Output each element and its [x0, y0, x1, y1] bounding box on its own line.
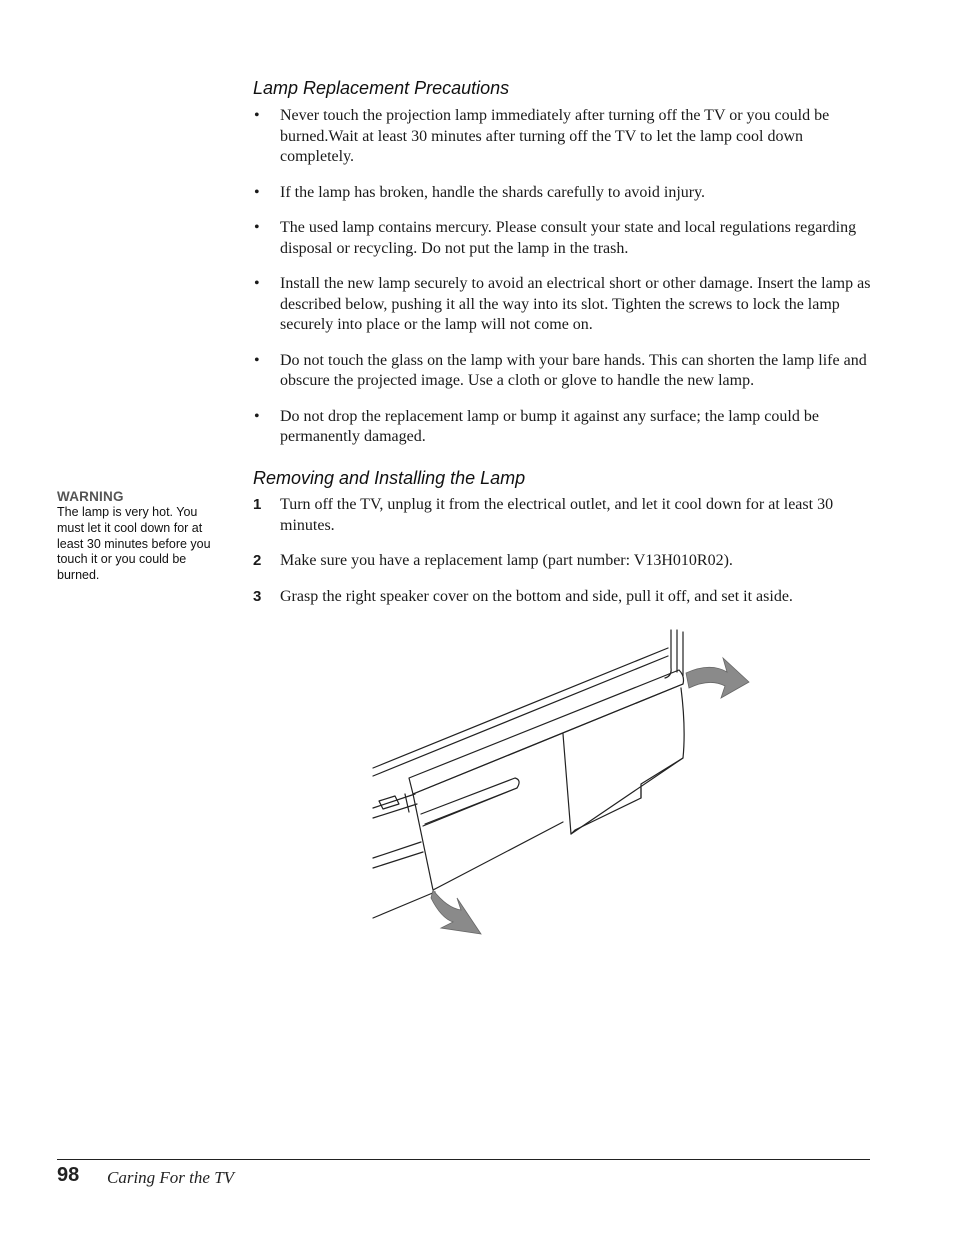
- step-number: 3: [253, 587, 262, 605]
- list-item: [253, 106, 873, 168]
- step-item: [253, 551, 873, 572]
- steps-list: [253, 495, 873, 622]
- pull-arrow-right: [686, 658, 749, 698]
- speaker-cover-side: [571, 688, 684, 834]
- step-number: 1: [253, 496, 262, 513]
- chapter-name: Caring For the TV: [107, 1168, 235, 1187]
- step-text: Grasp the right speaker cover on the bottom and side, pull it off, and set it aside.: [280, 587, 793, 605]
- list-item: [253, 407, 873, 448]
- bullet: •: [254, 219, 260, 236]
- list-item-text: If the lamp has broken, handle the shards carefully to avoid injury.: [280, 183, 706, 201]
- list-item: [253, 351, 873, 392]
- pull-arrow-bottom: [431, 890, 481, 934]
- list-item-text: Install the new lamp securely to avoid an electrical short or other damage. Insert the lamp as described below, pushing it all the way into its slot. Tighten the screws to lock the lamp securely into place or the lamp will not come on.: [280, 275, 871, 333]
- section-heading-removing-lamp: Removing and Installing the Lamp: [253, 468, 526, 488]
- list-item-text: Do not touch the glass on the lamp with your bare hands. This can shorten the lamp life and obscure the projected image. Use a cloth or glove to handle the new lamp.: [280, 351, 867, 389]
- step-text: Turn off the TV, unplug it from the electrical outlet, and let it cool down for at least 30 minutes.: [280, 496, 834, 534]
- tv-speaker-cover-drawing: [365, 628, 755, 938]
- list-item-text: The used lamp contains mercury. Please consult your state and local regulations regarding disposal or recycling. Do not put the lamp in the trash.: [280, 219, 857, 257]
- bullet: •: [254, 183, 260, 201]
- warning-note: [57, 489, 227, 584]
- list-item: [253, 183, 873, 204]
- list-item: [253, 274, 873, 336]
- list-item-text: Never touch the projection lamp immediately after turning off the TV or you could be burned.Wait at least 30 minutes after turning off the TV to let the lamp cool down completely.: [280, 107, 830, 165]
- footer-rule: [57, 1159, 870, 1160]
- section-heading-precautions: Lamp Replacement Precautions: [253, 78, 510, 98]
- bullet: •: [254, 107, 260, 124]
- warning-body: The lamp is very hot. You must let it cool down for at least 30 minutes before you touch it or you could be burned.: [57, 505, 211, 583]
- list-item: [253, 218, 873, 259]
- step-number: 2: [253, 552, 262, 569]
- page-number: 98: [57, 1164, 80, 1186]
- bullet: •: [254, 351, 260, 369]
- precautions-list: [253, 106, 873, 463]
- bullet: •: [254, 407, 260, 425]
- tv-screen-frame-edge: [665, 630, 671, 678]
- speaker-cover-top-strip: [409, 670, 684, 794]
- step-item: [253, 495, 873, 536]
- bullet: •: [254, 275, 260, 292]
- step-text: Make sure you have a replacement lamp (part number: V13H010R02).: [280, 552, 733, 569]
- speaker-cover-illustration: [365, 628, 755, 938]
- list-item-text: Do not drop the replacement lamp or bump it against any surface; the lamp could be permanently damaged.: [280, 407, 819, 445]
- warning-title: WARNING: [57, 489, 124, 504]
- step-item: [253, 587, 873, 608]
